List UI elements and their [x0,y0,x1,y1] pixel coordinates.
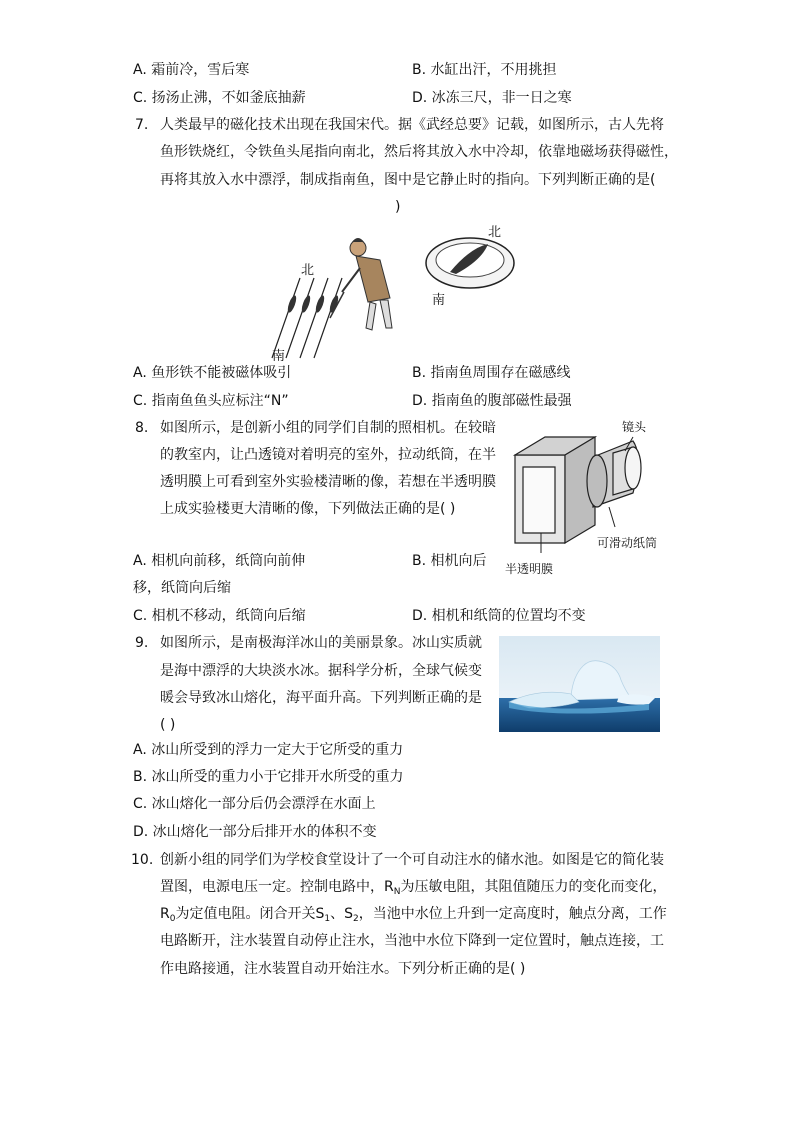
q7-fig-south-left: 南 [272,349,286,364]
q7-fig-south-right: 南 [432,293,446,308]
q7-option-a: A. 鱼形铁不能被磁体吸引 [133,365,292,381]
q7-fig-north-right: 北 [488,225,502,240]
q10-stem-line4: 电路断开，注水装置自动停止注水，当池中水位下降到一定位置时，触点连接，工 [160,933,664,949]
q9-stem-line1: 如图所示，是南极海洋冰山的美丽景象。冰山实质就 [160,635,482,651]
q9-iceberg-photo [499,636,660,732]
q8-stem-line2: 的教室内，让凸透镜对着明亮的室外，拉动纸筒，在半 [160,447,496,463]
q6-option-d: D. 冰冻三尺，非一日之寒 [412,90,572,106]
q10-line2-b: 为压敏电阻，其阻值随压力的变化而变化， [400,879,667,895]
q7-number: 7. [135,117,149,133]
q8-option-a: A. 相机向前移，纸筒向前伸 [133,553,306,569]
q8-option-c: C. 相机不移动，纸筒向后缩 [133,608,306,624]
q9-option-b: B. 冰山所受的重力小于它排开水所受的重力 [133,769,404,785]
q10-line3-b: 为定值电阻。闭合开关S [175,906,325,922]
q6-option-a: A. 霜前冷，雪后寒 [133,62,250,78]
q7-option-d: D. 指南鱼的腹部磁性最强 [412,393,572,409]
q7-figure [260,218,540,366]
q10-line3-sub2: 2 [352,914,359,924]
q9-option-a: A. 冰山所受到的浮力一定大于它所受的重力 [133,742,404,758]
q9-number: 9. [135,635,149,651]
q8-stem-line3: 透明膜上可看到室外实验楼清晰的像，若想在半透明膜 [160,474,496,490]
q10-line3-sub1: 1 [324,914,331,924]
q10-line2-sub: N [393,887,401,897]
q10-number: 10. [131,852,154,868]
q7-stem-line3: 再将其放入水中漂浮，制成指南鱼，图中是它静止时的指向。下列判断正确的是( [160,172,656,188]
q8-option-d: D. 相机和纸筒的位置均不变 [412,608,586,624]
q10-stem-line5: 作电路接通，注水装置自动开始注水。下列分析正确的是( ) [160,961,526,977]
bowl-icon [426,238,514,288]
q10-line2-a: 置图，电源电压一定。控制电路中，R [160,879,394,895]
q8-option-b: B. 相机向后 [412,553,487,569]
q7-option-c: C. 指南鱼鱼头应标注“N” [133,393,289,409]
q8-option-b-cont: 移，纸筒向后缩 [133,580,231,596]
q8-fig-film-label: 半透明膜 [505,562,554,576]
q8-number: 8. [135,420,149,436]
q10-stem-line1: 创新小组的同学们为学校食堂设计了一个可自动注水的储水池。如图是它的简化装 [160,852,664,868]
q8-stem-line4: 上成实验楼更大清晰的像，下列做法正确的是( ) [160,501,456,517]
q8-fig-lens-label: 镜头 [622,420,647,434]
q10-line3-sub0: 0 [169,914,176,924]
q10-line3-d: ，当池中水位上升到一定高度时，触点分离，工作 [358,906,667,922]
q10-stem-line2 [160,877,666,902]
q9-stem-line2: 是海中漂浮的大块淡水冰。据科学分析，全球气候变 [160,663,482,679]
q10-stem-line3 [160,904,667,929]
q7-stem-line2: 鱼形铁烧红，令铁鱼头尾指向南北，然后将其放入水中冷却，依靠地磁场获得磁性， [160,144,678,160]
q10-line3-c: 、S [330,906,353,922]
q9-option-d: D. 冰山熔化一部分后排开水的体积不变 [133,824,377,840]
q8-stem-line1: 如图所示，是创新小组的同学们自制的照相机。在较暗 [160,420,496,436]
q8-camera-figure [505,415,675,580]
q8-fig-tube-label: 可滑动纸筒 [597,536,658,550]
fish-iron-icons [286,295,340,314]
q7-fig-north-left: 北 [301,263,315,278]
q10-line3-a: R [160,906,170,922]
q6-option-b: B. 水缸出汗，不用挑担 [412,62,557,78]
q7-stem-line1: 人类最早的磁化技术出现在我国宋代。据《武经总要》记载，如图所示，古人先将 [160,117,664,133]
q9-option-c: C. 冰山熔化一部分后仍会漂浮在水面上 [133,796,376,812]
q7-option-b: B. 指南鱼周围存在磁感线 [412,365,571,381]
q9-stem-line3: 暖会导致冰山熔化，海平面升高。下列判断正确的是 [160,690,482,706]
q9-stem-line4: ( ) [160,717,176,733]
q6-option-c: C. 扬汤止沸，不如釜底抽薪 [133,90,306,106]
q7-stem-line4: ) [395,199,401,215]
